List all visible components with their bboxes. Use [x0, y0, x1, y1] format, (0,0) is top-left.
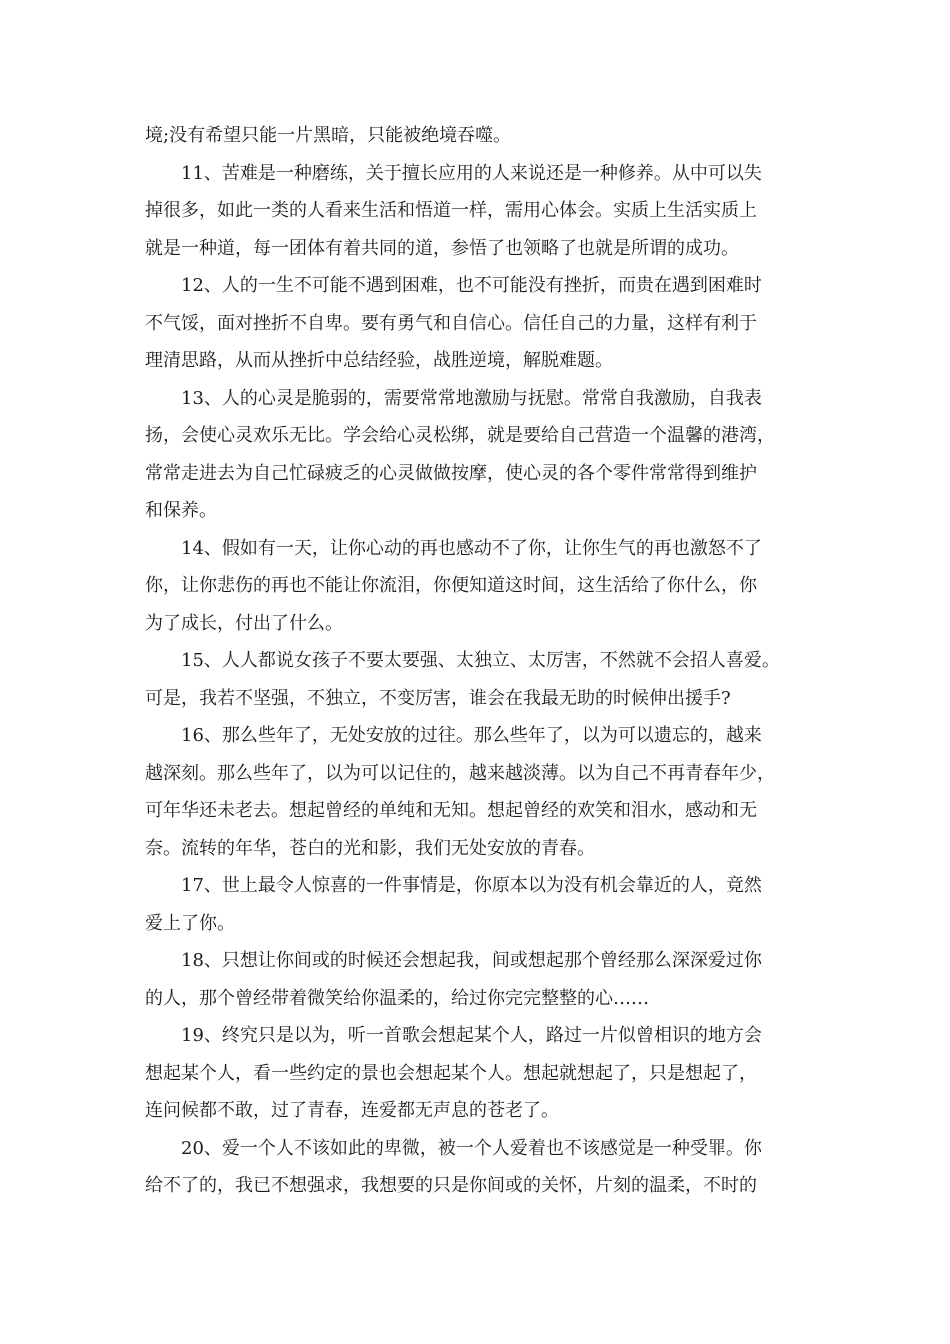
paragraph-line: 就是一种道，每一团体有着共同的道，参悟了也领略了也就是所谓的成功。 [145, 237, 739, 259]
paragraph-19-line-1: 19、终究只是以为，听一首歌会想起某个人，路过一片似曾相识的地方会 [181, 1025, 762, 1046]
paragraph-11-line-1: 11、苦难是一种磨练，关于擅长应用的人来说还是一种修养。从中可以失 [181, 162, 762, 184]
paragraph-13-line-1: 13、人的心灵是脆弱的，需要常常地激励与抚慰。常常自我激励，自我表 [181, 387, 762, 409]
paragraph-line: 不气馁，面对挫折不自卑。要有勇气和自信心。信任自己的力量，这样有利于 [145, 312, 757, 334]
paragraph-line: 奈。流转的年华，苍白的光和影，我们无处安放的青春。 [145, 837, 595, 859]
paragraph-line: 为了成长，付出了什么。 [145, 612, 343, 634]
paragraph-line: 常常走进去为自己忙碌疲乏的心灵做做按摩，使心灵的各个零件常常得到维护 [145, 462, 757, 484]
paragraph-line: 可是，我若不坚强，不独立，不变厉害，谁会在我最无助的时候伸出援手? [145, 687, 731, 709]
paragraph-line: 连问候都不敢，过了青春，连爱都无声息的苍老了。 [145, 1100, 559, 1121]
paragraph-line: 给不了的，我已不想强求，我想要的只是你间或的关怀，片刻的温柔，不时的 [145, 1175, 757, 1196]
paragraph-line: 境;没有希望只能一片黑暗，只能被绝境吞噬。 [145, 125, 512, 146]
paragraph-17-line-1: 17、世上最令人惊喜的一件事情是，你原本以为没有机会靠近的人，竟然 [181, 875, 762, 896]
paragraph-12-line-1: 12、人的一生不可能不遇到困难，也不可能没有挫折，而贵在遇到困难时 [181, 275, 762, 296]
paragraph-14-line-1: 14、假如有一天，让你心动的再也感动不了你，让你生气的再也激怒不了 [181, 537, 762, 559]
paragraph-line: 可年华还未老去。想起曾经的单纯和无知。想起曾经的欢笑和泪水，感动和无 [145, 800, 757, 821]
paragraph-line: 理清思路，从而从挫折中总结经验，战胜逆境，解脱难题。 [145, 350, 613, 371]
paragraph-line: 想起某个人，看一些约定的景也会想起某个人。想起就想起了，只是想起了， [145, 1062, 757, 1084]
paragraph-line: 越深刻。那么些年了，以为可以记住的，越来越淡薄。以为自己不再青春年少， [145, 762, 775, 784]
paragraph-line: 扬，会使心灵欢乐无比。学会给心灵松绑，就是要给自己营造一个温馨的港湾， [145, 425, 775, 446]
paragraph-line: 的人，那个曾经带着微笑给你温柔的，给过你完完整整的心…… [145, 987, 649, 1009]
paragraph-line: 掉很多，如此一类的人看来生活和悟道一样，需用心体会。实质上生活实质上 [145, 200, 757, 221]
paragraph-15-line-1: 15、人人都说女孩子不要太要强、太独立、太厉害，不然就不会招人喜爱。 [181, 650, 780, 671]
paragraph-20-line-1: 20、爱一个人不该如此的卑微，被一个人爱着也不该感觉是一种受罪。你 [181, 1137, 762, 1159]
paragraph-line: 爱上了你。 [145, 912, 235, 934]
paragraph-18-line-1: 18、只想让你间或的时候还会想起我，间或想起那个曾经那么深深爱过你 [181, 950, 762, 971]
paragraph-line: 和保养。 [145, 500, 217, 521]
paragraph-16-line-1: 16、那么些年了，无处安放的过往。那么些年了，以为可以遗忘的，越来 [181, 725, 762, 746]
paragraph-line: 你，让你悲伤的再也不能让你流泪，你便知道这时间，这生活给了你什么，你 [145, 575, 757, 596]
